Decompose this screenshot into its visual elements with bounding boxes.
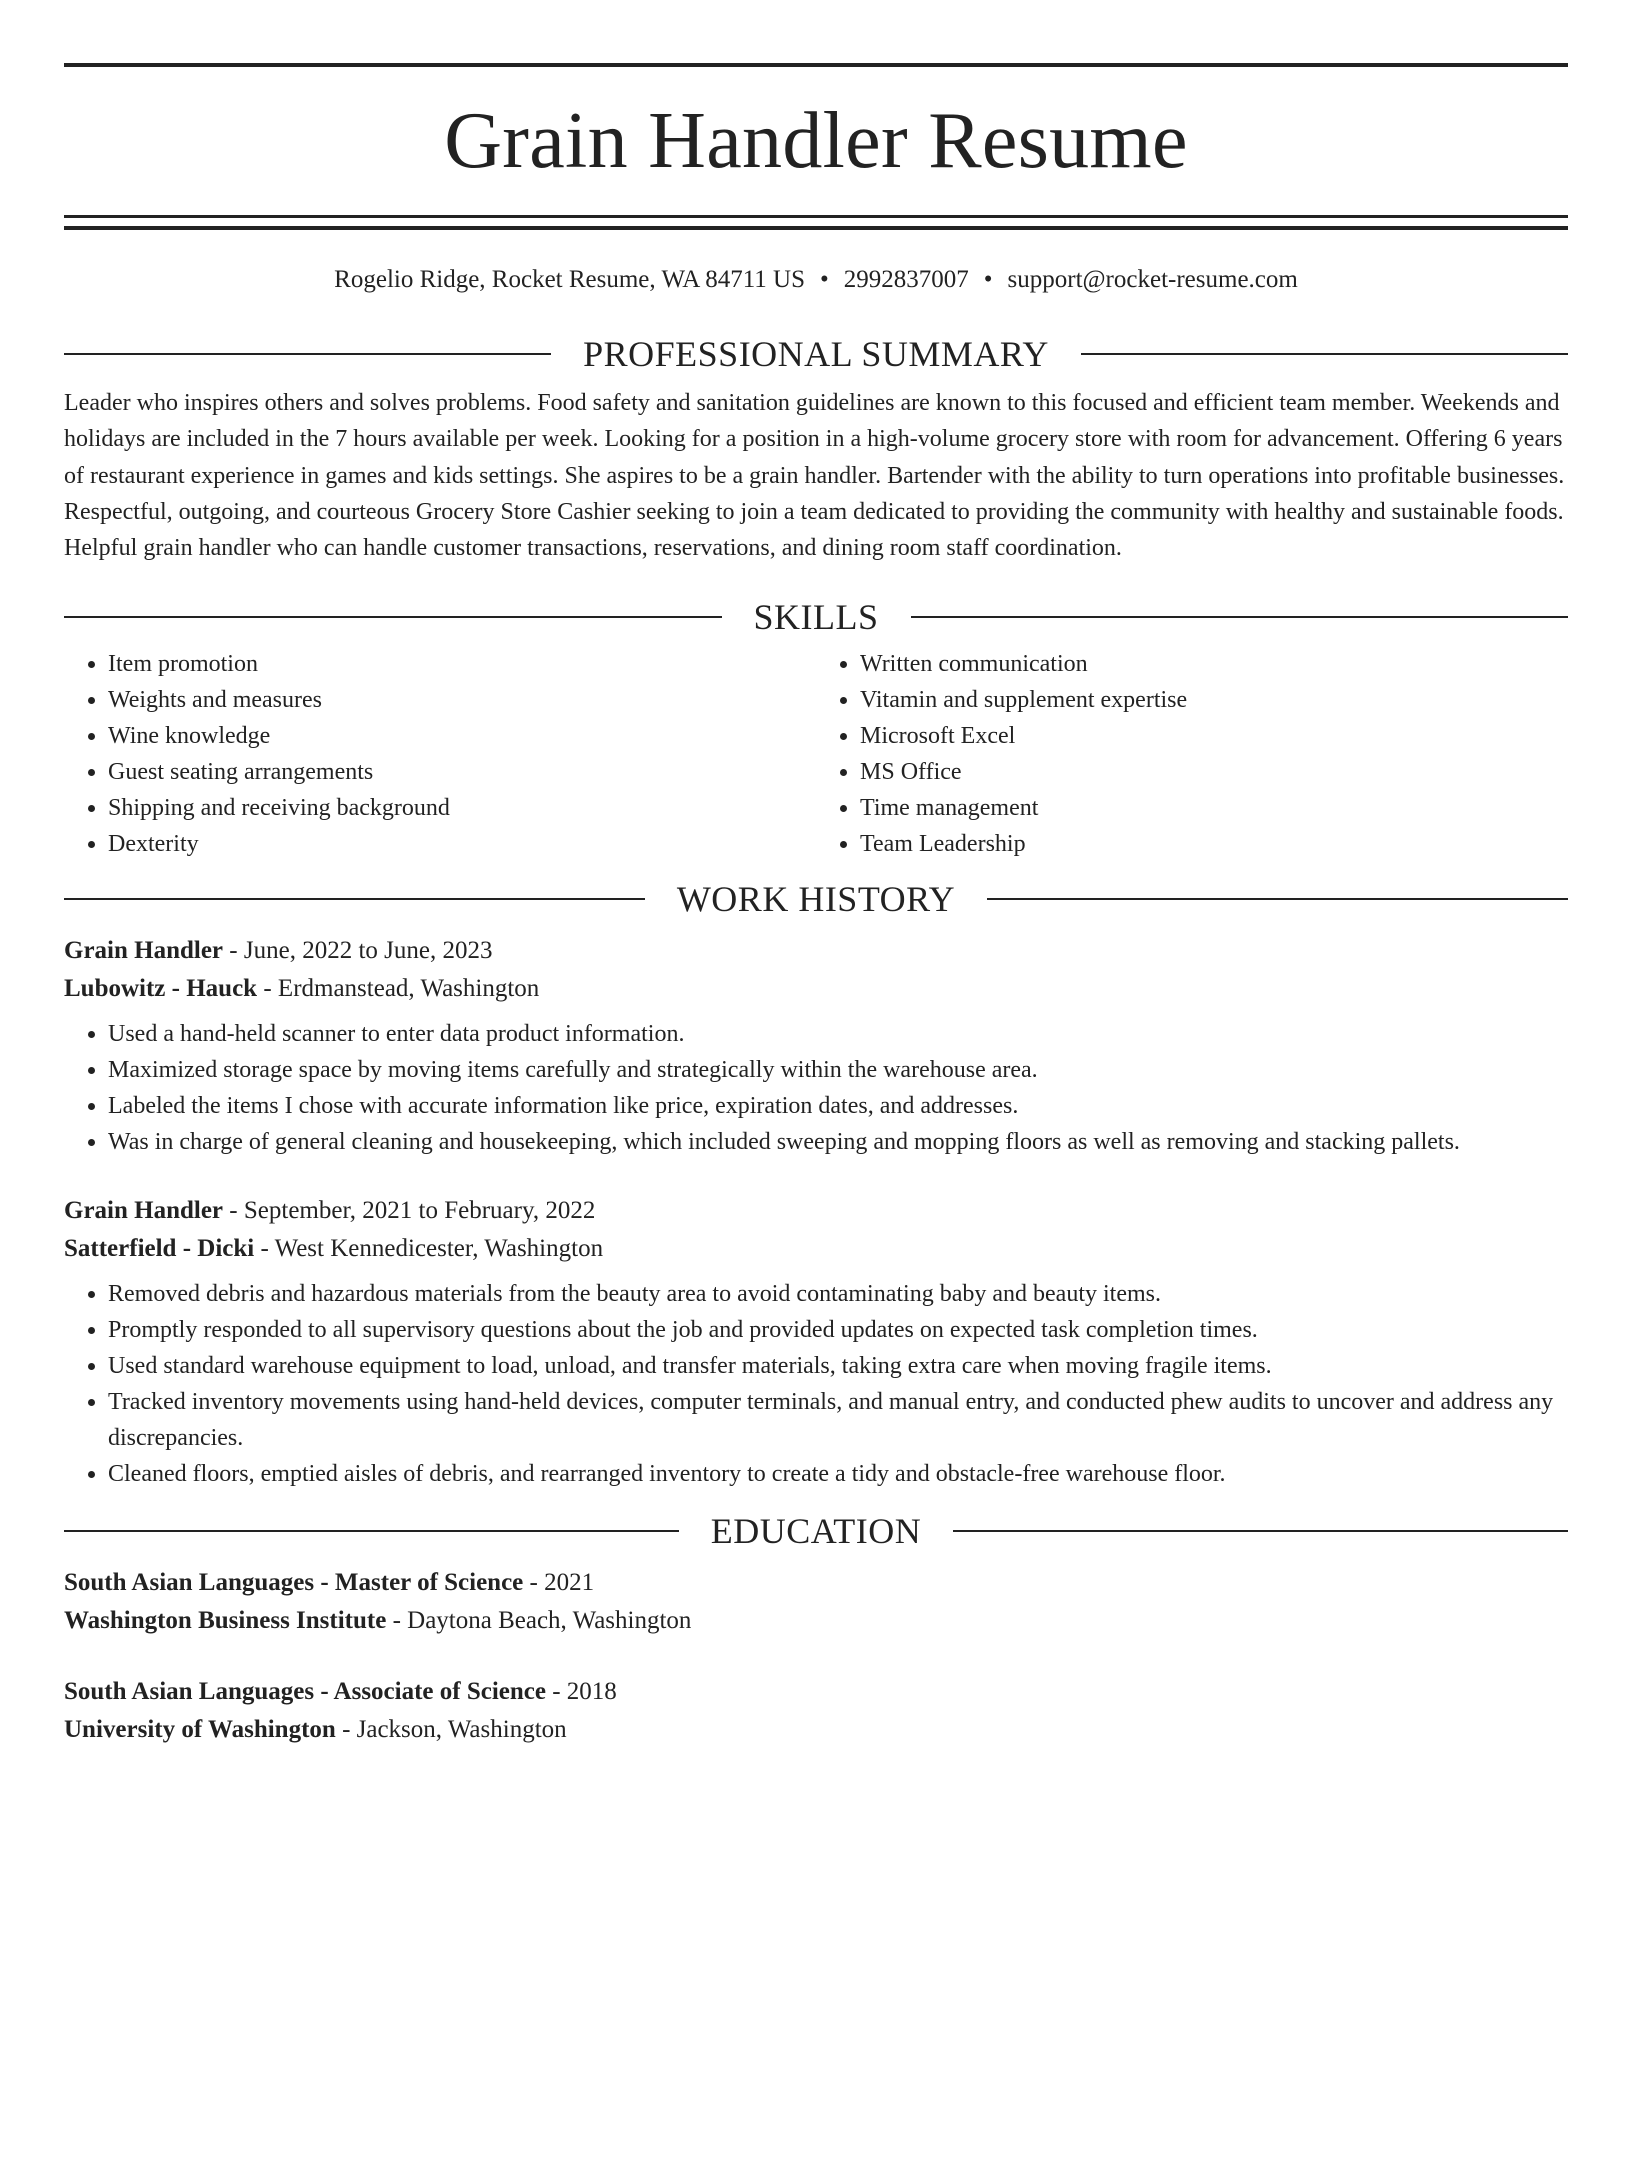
job-bullet: • Removed debris and hazardous materials from the beauty area to avoid contaminating baby and beauty items. — [108, 1276, 1568, 1312]
education-school-line — [64, 1711, 1568, 1749]
education-location: - Daytona Beach, Washington — [386, 1607, 692, 1635]
education-degree-line — [64, 1564, 1568, 1602]
heading-rule — [953, 1530, 1568, 1532]
section-heading-summary — [64, 333, 1568, 375]
resume-page — [0, 63, 1632, 2175]
section-heading-skills — [64, 596, 1568, 638]
job-bullet: • Used a hand-held scanner to enter data product information. — [108, 1016, 1568, 1052]
skill-item: • Item promotion — [108, 646, 816, 682]
skill-item: • Microsoft Excel — [860, 718, 1568, 754]
education-degree: South Asian Languages - Associate of Science — [64, 1678, 546, 1706]
job-bullet: • Cleaned floors, emptied aisles of debris, and rearranged inventory to create a tidy and obstacle-free warehouse floor. — [108, 1456, 1568, 1492]
job-title-line — [64, 932, 1568, 970]
education-school: Washington Business Institute — [64, 1607, 387, 1635]
heading-rule — [987, 898, 1568, 900]
job-title: Grain Handler — [64, 1197, 224, 1225]
skills-list — [64, 646, 1568, 862]
job-dates: - September, 2021 to February, 2022 — [223, 1197, 596, 1225]
job-bullet: • Maximized storage space by moving items carefully and strategically within the warehouse area. — [108, 1052, 1568, 1088]
job-title: Grain Handler — [64, 937, 224, 965]
contact-separator: • — [983, 266, 993, 293]
section-title: WORK HISTORY — [676, 879, 956, 920]
job-entry — [64, 1192, 1568, 1492]
job-bullets — [64, 1276, 1568, 1492]
job-bullet: • Was in charge of general cleaning and housekeeping, which included sweeping and mopping floors as well as removing and stacking pallets. — [108, 1124, 1568, 1160]
job-bullet: • Labeled the items I chose with accurate information like price, expiration dates, and addresses. — [108, 1088, 1568, 1124]
education-location: - Jackson, Washington — [335, 1716, 567, 1744]
skill-item: • Shipping and receiving background — [108, 790, 816, 826]
skill-item: • MS Office — [860, 754, 1568, 790]
contact-address: Rogelio Ridge, Rocket Resume, WA 84711 US — [334, 266, 805, 293]
job-company-line — [64, 1230, 1568, 1268]
job-company-line — [64, 970, 1568, 1008]
contact-phone: 2992837007 — [843, 266, 969, 293]
education-year: - 2021 — [523, 1569, 595, 1597]
heading-rule — [64, 353, 551, 355]
education-entry — [64, 1564, 1568, 1640]
education-year: - 2018 — [545, 1678, 617, 1706]
heading-rule — [1081, 353, 1568, 355]
skills-column-right — [816, 646, 1568, 862]
job-entry — [64, 932, 1568, 1160]
job-company: Lubowitz - Hauck — [64, 975, 258, 1003]
job-bullet: • Promptly responded to all supervisory questions about the job and provided updates on expected task completion times. — [108, 1312, 1568, 1348]
education-degree-line — [64, 1673, 1568, 1711]
job-dates: - June, 2022 to June, 2023 — [223, 937, 493, 965]
summary-paragraph: Leader who inspires others and solves problems. Food safety and sanitation guidelines are known to this focused and efficient team member. Weekends and holidays are included in the 7 hours available per week. Looking for a position in a high-volume grocery store with room for advancement. Offering 6 years of restaurant experience in games and kids settings. She aspires to be a grain handler. Bartender with the ability to turn operations into profitable businesses. Respectful, outgoing, and courteous Grocery Store Cashier seeking to join a team dedicated to providing the community with healthy and sustainable foods. Helpful grain handler who can handle customer transactions, reservations, and dining room staff coordination. — [64, 390, 1565, 562]
job-location: - Erdmanstead, Washington — [257, 975, 540, 1003]
section-title: SKILLS — [753, 597, 879, 638]
education-degree: South Asian Languages - Master of Science — [64, 1569, 524, 1597]
education-school: University of Washington — [64, 1716, 336, 1744]
contact-email: support@rocket-resume.com — [1007, 266, 1298, 293]
job-location: - West Kennedicester, Washington — [254, 1235, 604, 1263]
skill-item: • Dexterity — [108, 826, 816, 862]
skills-column-left — [64, 646, 816, 862]
education-entry — [64, 1673, 1568, 1749]
job-bullets — [64, 1016, 1568, 1160]
job-bullet: • Tracked inventory movements using hand-held devices, computer terminals, and manual entry, and conducted phew audits to uncover and address any discrepancies. — [108, 1384, 1568, 1456]
heading-rule — [64, 898, 645, 900]
contact-line — [64, 265, 1568, 295]
contact-separator: • — [820, 266, 829, 293]
section-heading-education — [64, 1510, 1568, 1552]
skill-item: • Team Leadership — [860, 826, 1568, 862]
heading-rule — [64, 1530, 679, 1532]
section-heading-work — [64, 878, 1568, 920]
job-title-line — [64, 1192, 1568, 1230]
top-rule — [64, 63, 1568, 67]
job-bullet: • Used standard warehouse equipment to load, unload, and transfer materials, taking extra care when moving fragile items. — [108, 1348, 1568, 1384]
section-title: PROFESSIONAL SUMMARY — [583, 334, 1049, 374]
job-company: Satterfield - Dicki — [64, 1235, 255, 1263]
page-title: Grain Handler Resume — [444, 97, 1188, 185]
heading-rule — [911, 616, 1569, 618]
education-school-line — [64, 1602, 1568, 1640]
skill-item: • Weights and measures — [108, 682, 816, 718]
title-double-rule — [64, 215, 1568, 230]
section-title: EDUCATION — [710, 1511, 922, 1552]
skill-item: • Guest seating arrangements — [108, 754, 816, 790]
skill-item: • Wine knowledge — [108, 718, 816, 754]
skill-item: • Written communication — [860, 646, 1568, 682]
skill-item: • Vitamin and supplement expertise — [860, 682, 1568, 718]
skill-item: • Time management — [860, 790, 1568, 826]
heading-rule — [64, 616, 722, 618]
